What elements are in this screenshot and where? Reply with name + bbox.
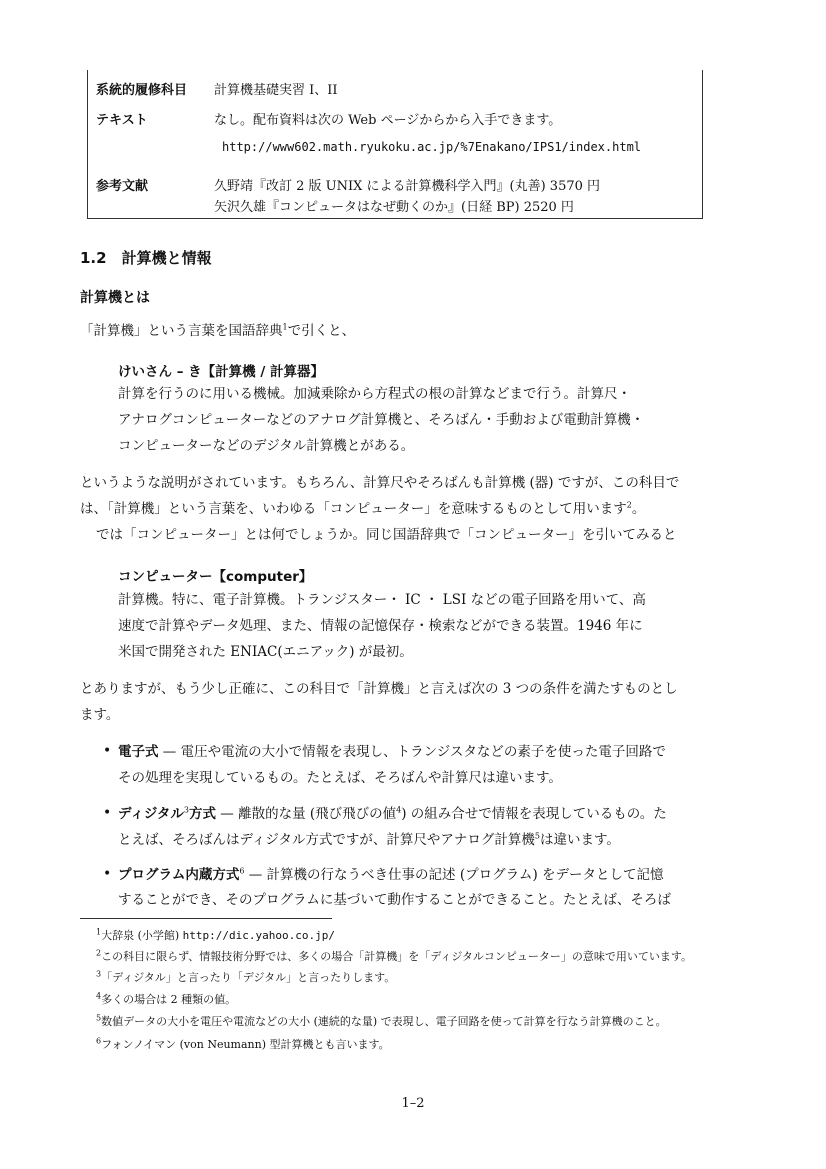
paragraph-1-line-1: というような説明がされています。もちろん、計算尺やそろばんも計算機 (器) ですが、この科目で bbox=[80, 475, 680, 491]
footnote-3 bbox=[96, 971, 395, 985]
bullet-3-head: プログラム内蔵方式 bbox=[118, 867, 240, 883]
prereq-value: 計算機基礎実習 I、II bbox=[214, 83, 338, 98]
footnote-divider bbox=[80, 918, 332, 919]
bullet-1-head: 電子式 bbox=[118, 744, 159, 760]
footnote-ref-3[interactable]: 3 bbox=[183, 805, 189, 815]
footnote-ref-2[interactable]: 2 bbox=[626, 500, 632, 510]
definition-1-line-1: 計算を行うのに用いる機械。加減乗除から方程式の根の計算などまで行う。計算尺・ bbox=[118, 386, 631, 402]
subsection-title: 計算機とは bbox=[80, 290, 150, 306]
course-info-table bbox=[87, 70, 703, 219]
footnote-3-number: 3 bbox=[96, 969, 102, 979]
bullet-2-marker: • bbox=[103, 805, 112, 821]
footnote-ref-5[interactable]: 5 bbox=[534, 831, 540, 841]
footnote-2 bbox=[96, 950, 692, 964]
footnote-6 bbox=[96, 1038, 390, 1052]
footnote-ref-1[interactable]: 1 bbox=[282, 322, 288, 332]
bullet-1-marker: • bbox=[103, 743, 112, 759]
footnote-5-number: 5 bbox=[96, 1013, 102, 1023]
bullet-3-text: — 計算機の行なうべき仕事の記述 (プログラム) をデータとして記憶 bbox=[244, 867, 664, 883]
footnote-6-number: 6 bbox=[96, 1036, 102, 1046]
definition-2-head: コンピューター【computer】 bbox=[118, 569, 313, 585]
footnote-1-text: 大辞泉 (小学館) bbox=[101, 929, 183, 942]
text-url-link[interactable]: http://www602.math.ryukoku.ac.jp/%7Enakano/IPS1/index.html bbox=[222, 140, 642, 154]
ref-2: 矢沢久雄『コンピュータはなぜ動くのか』(日経 BP) 2520 円 bbox=[214, 200, 574, 215]
footnote-4 bbox=[96, 993, 236, 1007]
bullet-2-line-2b: は違います。 bbox=[539, 832, 620, 848]
footnote-1-url-link[interactable]: http://dic.yahoo.co.jp/ bbox=[182, 929, 335, 942]
bullet-1-line-1 bbox=[118, 743, 666, 761]
definition-2-line-3: 米国で開発された ENIAC(エニアック) が最初。 bbox=[118, 644, 413, 660]
footnote-1 bbox=[96, 929, 335, 943]
definition-2-line-1: 計算機。特に、電子計算機。トランジスター・ IC ・ LSI などの電子回路を用いて、高 bbox=[118, 592, 646, 608]
paragraph-2-line-1: とありますが、もう少し正確に、この科目で「計算機」と言えば次の 3 つの条件を満たすものとし bbox=[80, 681, 678, 697]
footnote-5 bbox=[96, 1015, 667, 1029]
bullet-2-line-2a: とえば、そろばんはディジタル方式ですが、計算尺やアナログ計算機 bbox=[118, 832, 535, 848]
footnote-ref-6[interactable]: 6 bbox=[239, 866, 245, 876]
footnote-6-text: フォンノイマン (von Neumann) 型計算機とも言います。 bbox=[101, 1038, 390, 1051]
footnote-4-number: 4 bbox=[96, 991, 102, 1001]
footnote-2-number: 2 bbox=[96, 948, 102, 958]
section-title: 1.2 計算機と情報 bbox=[80, 249, 212, 267]
definition-1-line-2: アナログコンピューターなどのアナログ計算機と、そろばん・手動および電動計算機・ bbox=[118, 412, 645, 428]
paragraph-1-line-2 bbox=[80, 500, 645, 518]
ref-1: 久野靖『改訂 2 版 UNIX による計算機科学入門』(丸善) 3570 円 bbox=[214, 179, 601, 194]
text-value: なし。配布資料は次の Web ページからから入手できます。 bbox=[214, 113, 562, 128]
paragraph-1-line-3: では「コンピューター」とは何でしょうか。同じ国語辞典で「コンピューター」を引いてみると bbox=[96, 527, 677, 543]
definition-2-line-2: 速度で計算やデータ処理、また、情報の記憶保存・検索などができる装置。1946 年に bbox=[118, 618, 643, 634]
bullet-3-marker: • bbox=[103, 866, 112, 882]
bullet-2-text-a: — 離散的な量 (飛び飛びの値 bbox=[215, 806, 397, 822]
intro-text-a: 「計算機」という言葉を国語辞典 bbox=[80, 323, 283, 339]
ref-label: 参考文献 bbox=[96, 179, 149, 194]
definition-1-line-3: コンピューターなどのデジタル計算機とがある。 bbox=[118, 438, 415, 454]
paragraph-2-line-2: ます。 bbox=[80, 707, 120, 723]
footnote-4-text: 多くの場合は 2 種類の値。 bbox=[101, 993, 237, 1006]
footnote-ref-4[interactable]: 4 bbox=[396, 805, 402, 815]
footnote-2-text: この科目に限らず、情報技術分野では、多くの場合「計算機」を「ディジタルコンピューター」の意味で用いています。 bbox=[101, 950, 693, 963]
bullet-3-line-2: することができ、そのプログラムに基づいて動作することができること。たとえば、そろば bbox=[118, 892, 671, 908]
page-number: 1–2 bbox=[401, 1096, 425, 1111]
footnote-5-text: 数値データの大小を電圧や電流などの大小 (連続的な量) で表現し、電子回路を使って計算を行なう計算機のこと。 bbox=[101, 1015, 667, 1028]
intro-line bbox=[80, 322, 355, 340]
paragraph-1-line-2a: は、「計算機」という言葉を、いわゆる「コンピューター」を意味するものとして用います bbox=[80, 501, 627, 517]
bullet-2-text-b: ) の組み合せで情報を表現しているもの。た bbox=[401, 806, 667, 822]
bullet-1-line-2: その処理を実現しているもの。たとえば、そろばんや計算尺は違います。 bbox=[118, 770, 562, 786]
bullet-2-head: ディジタル bbox=[118, 806, 184, 822]
bullet-2-line-1 bbox=[118, 805, 667, 823]
bullet-2-line-2 bbox=[118, 831, 620, 849]
intro-text-b: で引くと、 bbox=[287, 323, 356, 339]
text-label: テキスト bbox=[96, 113, 148, 128]
prereq-label: 系統的履修科目 bbox=[96, 83, 188, 98]
paragraph-1-line-2b: 。 bbox=[631, 501, 646, 517]
footnote-1-number: 1 bbox=[96, 927, 102, 937]
footnote-3-text: 「ディジタル」と言ったり「デジタル」と言ったりします。 bbox=[101, 971, 396, 984]
definition-1-head: けいさん – き【計算機 / 計算器】 bbox=[118, 364, 324, 380]
bullet-3-line-1 bbox=[118, 866, 664, 884]
bullet-2-head-2: 方式 bbox=[188, 806, 216, 822]
bullet-1-text: — 電圧や電流の大小で情報を表現し、トランジスタなどの素子を使った電子回路で bbox=[158, 744, 666, 760]
